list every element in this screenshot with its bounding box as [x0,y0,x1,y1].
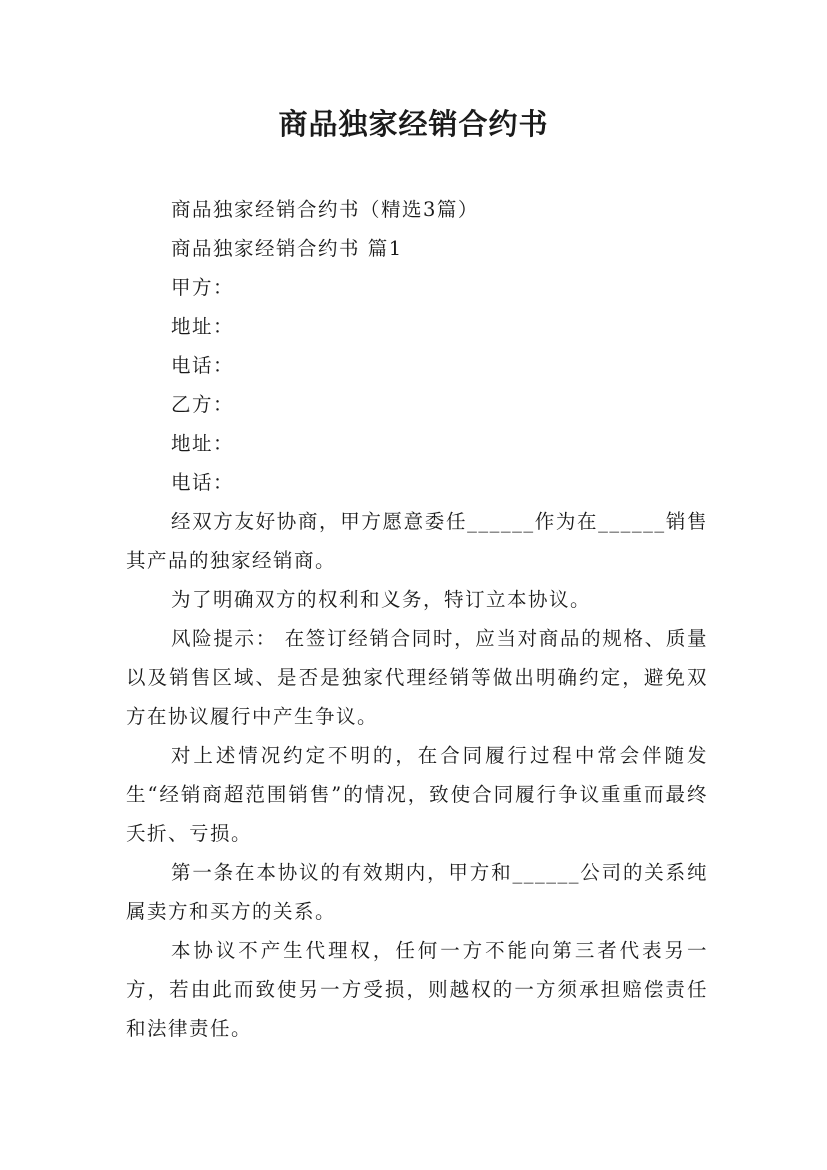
document-title: 商品独家经销合约书 [278,107,549,141]
paragraph-purpose: 为了明确双方的权利和义务，特订立本协议。 [171,588,592,611]
paragraph-chapter-heading: 商品独家经销合约书 篇1 [171,237,403,260]
paragraph-collection-heading: 商品独家经销合约书（精选3篇） [171,198,479,221]
paragraph-risk-notice: 风险提示： 在签订经销合同时，应当对商品的规格、质量以及销售区域、是否是独家代理经销等做出明确约定，避免双方在协议履行中产生争议。 [126,627,708,728]
paragraph-article-1: 第一条在本协议的有效期内，甲方和______公司的关系纯属卖方和买方的关系。 [126,861,708,923]
paragraph-appointment: 经双方友好协商，甲方愿意委任______作为在______销售其产品的独家经销商。 [126,510,708,572]
paragraph-party-a: 甲方： [171,276,235,299]
paragraph-party-a-phone: 电话： [171,354,235,377]
paragraph-party-b: 乙方： [171,393,235,416]
document-body [126,190,708,1048]
paragraph-dispute: 对上述情况约定不明的，在合同履行过程中常会伴随发生“经销商超范围销售”的情况，致使合同履行争议重重而最终夭折、亏损。 [126,744,708,845]
paragraph-no-agency: 本协议不产生代理权，任何一方不能向第三者代表另一方，若由此而致使另一方受损，则越权的一方须承担赔偿责任和法律责任。 [126,939,708,1040]
paragraph-party-a-address: 地址： [171,315,235,338]
paragraph-party-b-address: 地址： [171,432,235,455]
paragraph-party-b-phone: 电话： [171,471,235,494]
